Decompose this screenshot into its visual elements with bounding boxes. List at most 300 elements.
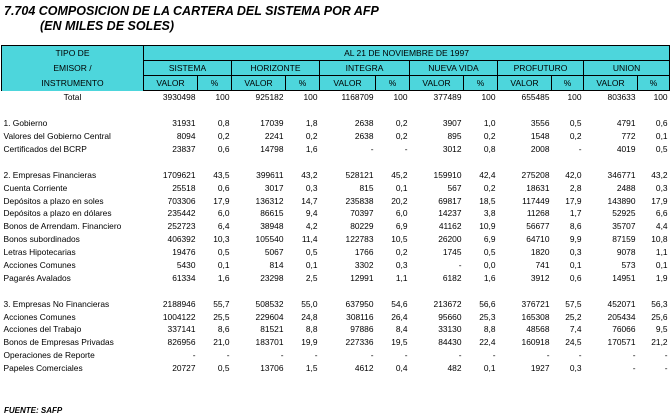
cell-pct (198, 284, 232, 297)
cell-valor: 815 (359, 182, 374, 193)
cell-valor: 573 (621, 260, 636, 271)
cell-valor: 377489 (433, 92, 462, 103)
cell-valor: 3930498 (162, 92, 196, 103)
cell-valor: 3912 (530, 272, 550, 283)
row-label: Cuenta Corriente (3, 182, 68, 193)
cell-valor: 33130 (438, 324, 462, 335)
cell-pct: 24,5 (565, 337, 582, 348)
cell-valor: 772 (621, 131, 636, 142)
row-label: 3. Empresas No Financieras (3, 298, 110, 309)
table-row (2, 220, 670, 233)
header-pct: % (552, 76, 584, 91)
cell-pct: 6,4 (217, 221, 230, 232)
cell-pct: 25,3 (479, 311, 496, 322)
cell-valor: 346771 (607, 169, 636, 180)
row-label: Total (63, 92, 82, 103)
cell-valor: 252723 (167, 221, 196, 232)
cell-valor: 741 (535, 260, 550, 271)
cell-pct (376, 155, 410, 168)
cell-valor: 655485 (521, 92, 550, 103)
cell-pct: 100 (481, 92, 496, 103)
cell-pct: 57,5 (565, 298, 582, 309)
header-afp: SISTEMA (144, 61, 232, 76)
cell-valor: 406392 (167, 234, 196, 245)
cell-pct: 0,8 (217, 118, 230, 129)
cell-pct (552, 155, 584, 168)
cell-pct: 26,4 (391, 311, 408, 322)
cell-valor: 86615 (260, 208, 284, 219)
cell-valor: 1745 (442, 247, 462, 258)
cell-valor: - (280, 350, 284, 361)
cell-valor: 567 (447, 182, 462, 193)
cell-pct: 1,1 (655, 247, 668, 258)
cell-valor: 5430 (176, 260, 196, 271)
cell-pct: 10,3 (213, 234, 230, 245)
cell-valor: 170571 (607, 337, 636, 348)
cell-valor (232, 104, 286, 117)
table-row (2, 233, 670, 246)
cell-valor: 35707 (612, 221, 636, 232)
table-row (2, 104, 670, 117)
table-row (2, 168, 670, 181)
cell-pct: 10,5 (391, 234, 408, 245)
cell-pct: 100 (393, 92, 408, 103)
cell-valor: 17039 (260, 118, 284, 129)
table-row (2, 207, 670, 220)
cell-pct (376, 104, 410, 117)
table-row (2, 284, 670, 297)
cell-valor: 1168709 (341, 92, 374, 103)
cell-pct: 0,6 (569, 272, 582, 283)
cell-valor: 23837 (172, 144, 196, 154)
header-valor: VALOR (232, 76, 286, 91)
cell-valor: 205434 (607, 311, 636, 322)
page-title: 7.704 COMPOSICION DE LA CARTERA DEL SISTEMA POR AFP (4, 4, 379, 18)
row-label: Depósitos a plazo en dólares (3, 208, 112, 219)
header-afp: NUEVA VIDA (410, 61, 498, 76)
cell-valor: 1820 (530, 247, 550, 258)
row-label: Operaciones de Reporte (3, 350, 95, 361)
row-label: 2. Empresas Financieras (3, 169, 97, 180)
cell-valor: 52925 (612, 208, 636, 219)
cell-pct (376, 284, 410, 297)
cell-valor: 229604 (255, 311, 284, 322)
cell-valor: 814 (269, 260, 284, 271)
cell-valor: 48568 (526, 324, 550, 335)
cell-valor: 2188946 (162, 298, 196, 309)
cell-valor: 143890 (607, 195, 636, 206)
table-row (2, 246, 670, 259)
cell-pct: 42,0 (565, 169, 582, 180)
cell-pct: 17,9 (213, 195, 230, 206)
cell-pct: 0,1 (655, 131, 668, 142)
cell-pct: 25,2 (565, 311, 582, 322)
table-row (2, 130, 670, 143)
cell-pct (198, 104, 232, 117)
cell-valor: 18631 (526, 182, 550, 193)
source-note: FUENTE: SAFP (4, 406, 63, 415)
cell-valor: - (370, 144, 374, 154)
cell-pct: 0,6 (217, 182, 230, 193)
table-row (2, 271, 670, 284)
header-afp: HORIZONTE (232, 61, 320, 76)
cell-valor: 31931 (172, 118, 196, 129)
cell-valor: 508532 (255, 298, 284, 309)
cell-valor: 2638 (354, 131, 374, 142)
table-row (2, 310, 670, 323)
cell-pct: 19,5 (391, 337, 408, 348)
header-date: AL 21 DE NOVIEMBRE DE 1997 (144, 46, 670, 61)
cell-valor: 84430 (438, 337, 462, 348)
cell-pct (638, 284, 670, 297)
cell-pct (286, 284, 320, 297)
row-label (2, 284, 144, 297)
cell-pct (552, 104, 584, 117)
cell-pct: 7,4 (569, 324, 582, 335)
cell-pct: - (314, 350, 318, 361)
cell-pct: 0,2 (305, 131, 318, 142)
table-row (2, 259, 670, 272)
cell-pct: 4,4 (655, 221, 668, 232)
cell-valor (232, 284, 286, 297)
table-row (2, 155, 670, 168)
cell-pct: 0,1 (483, 363, 496, 374)
cell-valor: 87159 (612, 234, 636, 245)
cell-valor: 4791 (616, 118, 636, 129)
header-tipo-1: TIPO DE (2, 46, 144, 61)
cell-pct: 0,2 (395, 131, 408, 142)
cell-pct (638, 104, 670, 117)
cell-valor: 3556 (530, 118, 550, 129)
cell-pct: 6,0 (217, 208, 230, 219)
cell-pct: 21,2 (651, 337, 668, 348)
row-label: Bonos de Empresas Privadas (3, 337, 114, 348)
row-label: Pagarés Avalados (3, 272, 71, 283)
cell-pct: 54,6 (391, 298, 408, 309)
cell-pct: 25,5 (213, 311, 230, 322)
cell-pct: 0,8 (483, 144, 496, 154)
cell-pct: 0,4 (395, 363, 408, 374)
cell-pct: 0,3 (305, 182, 318, 193)
cell-valor: 41162 (438, 221, 462, 232)
table-row (2, 297, 670, 310)
row-label: Acciones Comunes (3, 311, 76, 322)
cell-valor: 2241 (264, 131, 284, 142)
table-header (2, 46, 670, 91)
cell-pct: 9,9 (569, 234, 582, 245)
cell-valor: 399611 (256, 169, 284, 180)
cell-pct: - (578, 350, 582, 361)
cell-pct: 1,6 (305, 144, 318, 154)
cell-valor: 637950 (345, 298, 374, 309)
cell-valor: 26200 (438, 234, 462, 245)
cell-pct: 56,3 (651, 298, 668, 309)
cell-pct: - (664, 350, 668, 361)
table-row (2, 349, 670, 362)
cell-valor: 5067 (264, 247, 284, 258)
cell-pct: 0,3 (395, 260, 408, 271)
cell-pct: 0,5 (217, 247, 230, 258)
cell-pct: 4,2 (305, 221, 318, 232)
header-afp: INTEGRA (320, 61, 410, 76)
cell-valor: 452071 (607, 298, 636, 309)
cell-valor: 895 (447, 131, 462, 142)
cell-valor (144, 155, 198, 168)
cell-valor: 826956 (167, 337, 196, 348)
cell-valor: 1766 (354, 247, 374, 258)
cell-pct: 6,9 (483, 234, 496, 245)
cell-pct: 18,5 (479, 195, 496, 206)
cell-valor (584, 155, 638, 168)
cell-valor: 13706 (260, 363, 284, 374)
cell-valor: 703306 (167, 195, 196, 206)
cell-pct: 9,4 (305, 208, 318, 219)
cell-pct: 8,6 (217, 324, 230, 335)
cell-pct: 6,6 (655, 208, 668, 219)
cell-pct: 43,2 (301, 169, 318, 180)
cell-valor: 19476 (172, 247, 196, 258)
cell-valor: 528121 (345, 169, 374, 180)
cell-valor: 69817 (438, 195, 462, 206)
cell-pct: 0,1 (569, 260, 582, 271)
row-label: Valores del Gobierno Central (3, 131, 111, 142)
cell-valor: 2488 (616, 182, 636, 193)
cell-valor: 81521 (260, 324, 284, 335)
cell-valor: 14798 (260, 144, 284, 154)
row-label: Papeles Comerciales (3, 363, 83, 374)
header-pct: % (376, 76, 410, 91)
header-afp: UNION (584, 61, 670, 76)
cell-valor: 117449 (522, 195, 550, 206)
cell-pct: 0,3 (655, 182, 668, 193)
cell-pct: 0,5 (217, 363, 230, 374)
cell-pct: 0,5 (305, 247, 318, 258)
cell-valor: 235838 (345, 195, 374, 206)
cell-pct: 100 (567, 92, 582, 103)
cell-valor: 213672 (433, 298, 462, 309)
cell-valor: 275208 (521, 169, 550, 180)
row-label: Bonos de Arrendam. Financiero (3, 221, 122, 232)
cell-pct: 0,2 (395, 247, 408, 258)
cell-valor: 1927 (530, 363, 550, 374)
cell-pct (198, 155, 232, 168)
header-pct: % (464, 76, 498, 91)
cell-valor: 159910 (433, 169, 462, 180)
cell-valor: 105540 (255, 234, 284, 245)
cell-valor: 97886 (350, 324, 374, 335)
header-tipo-3: INSTRUMENTO (2, 76, 144, 91)
cell-pct: 0,3 (569, 363, 582, 374)
cell-valor (584, 284, 638, 297)
cell-valor: 20727 (172, 363, 196, 374)
cell-valor: 3017 (264, 182, 284, 193)
cell-pct: - (664, 363, 668, 374)
portfolio-table (1, 45, 670, 375)
header-valor: VALOR (584, 76, 638, 91)
row-label: Acciones Comunes (3, 260, 76, 271)
cell-valor (320, 284, 376, 297)
table-row (2, 194, 670, 207)
cell-pct: 0,6 (217, 144, 230, 154)
cell-pct: 24,8 (301, 311, 318, 322)
cell-pct: 3,8 (483, 208, 496, 219)
cell-valor (144, 104, 198, 117)
cell-pct: 8,4 (395, 324, 408, 335)
cell-valor: 925182 (255, 92, 284, 103)
cell-valor (410, 284, 464, 297)
cell-valor: 11268 (526, 208, 550, 219)
cell-pct (464, 284, 498, 297)
cell-pct (286, 155, 320, 168)
cell-pct: 2,5 (305, 272, 318, 283)
cell-valor: 56677 (526, 221, 550, 232)
cell-pct: 11,4 (301, 234, 318, 245)
cell-pct: 8,8 (483, 324, 496, 335)
cell-valor: 803633 (607, 92, 636, 103)
cell-valor: - (458, 260, 462, 271)
cell-pct: 55,7 (213, 298, 230, 309)
cell-pct: 14,7 (301, 195, 318, 206)
cell-pct: 0,3 (569, 247, 582, 258)
cell-pct: - (404, 350, 408, 361)
cell-valor: - (546, 350, 550, 361)
cell-valor: 227336 (345, 337, 374, 348)
header-pct: % (638, 76, 670, 91)
cell-valor: 14237 (438, 208, 462, 219)
cell-valor: - (632, 350, 636, 361)
table-row (2, 181, 670, 194)
cell-valor (144, 284, 198, 297)
table-row (2, 323, 670, 336)
cell-valor: 337141 (167, 324, 196, 335)
cell-pct: 1,6 (483, 272, 496, 283)
cell-valor (498, 104, 552, 117)
header-afp: PROFUTURO (498, 61, 584, 76)
cell-valor: 165308 (521, 311, 550, 322)
header-pct: % (198, 76, 232, 91)
cell-valor: - (458, 350, 462, 361)
header-valor: VALOR (410, 76, 464, 91)
cell-pct: 100 (215, 92, 230, 103)
cell-pct: 17,9 (651, 195, 668, 206)
cell-valor: 183701 (255, 337, 284, 348)
cell-pct: 20,2 (391, 195, 408, 206)
cell-valor: 160918 (521, 337, 550, 348)
cell-pct: - (578, 144, 582, 154)
cell-valor: - (192, 350, 196, 361)
cell-pct: 55,0 (301, 298, 318, 309)
cell-pct: 0,5 (569, 118, 582, 129)
cell-valor: 38948 (260, 221, 284, 232)
cell-valor: 376721 (521, 298, 550, 309)
cell-pct: - (404, 144, 408, 154)
row-label: Letras Hipotecarias (3, 247, 76, 258)
cell-valor: 308116 (346, 311, 374, 322)
cell-pct: 8,8 (305, 324, 318, 335)
cell-valor (498, 155, 552, 168)
cell-valor: 3302 (354, 260, 374, 271)
cell-pct: 0,5 (483, 247, 496, 258)
row-label: Acciones del Trabajo (3, 324, 82, 335)
cell-pct: 0,1 (217, 260, 230, 271)
cell-valor: 1004122 (162, 311, 196, 322)
cell-valor: 25518 (172, 182, 196, 193)
cell-valor: 12991 (350, 272, 374, 283)
cell-pct (638, 155, 670, 168)
cell-pct: 100 (303, 92, 318, 103)
cell-valor (410, 104, 464, 117)
cell-pct (552, 284, 584, 297)
cell-pct: 0,2 (569, 131, 582, 142)
cell-valor: 2638 (354, 118, 374, 129)
cell-pct: 1,1 (395, 272, 408, 283)
cell-pct: 0,1 (655, 260, 668, 271)
cell-valor (320, 155, 376, 168)
row-label: Certificados del BCRP (3, 144, 87, 154)
cell-pct: 0,2 (483, 182, 496, 193)
row-label (2, 104, 144, 117)
cell-pct: 43,5 (213, 169, 230, 180)
cell-valor: 14951 (612, 272, 636, 283)
cell-pct: 0,2 (395, 118, 408, 129)
cell-pct: 10,9 (479, 221, 496, 232)
cell-pct: 10,8 (651, 234, 668, 245)
cell-pct: 1,0 (483, 118, 496, 129)
cell-valor: 482 (447, 363, 462, 374)
cell-valor (320, 104, 376, 117)
cell-valor: 3012 (442, 144, 462, 154)
row-label (2, 155, 144, 168)
cell-valor: 2008 (530, 144, 550, 154)
row-label: Bonos subordinados (3, 234, 80, 245)
page-subtitle: (EN MILES DE SOLES) (40, 19, 175, 33)
cell-pct (286, 104, 320, 117)
cell-pct (464, 155, 498, 168)
cell-pct: 56,6 (479, 298, 496, 309)
cell-valor: 6182 (442, 272, 462, 283)
cell-pct: 6,0 (395, 208, 408, 219)
cell-valor: - (370, 350, 374, 361)
cell-pct: - (226, 350, 230, 361)
header-valor: VALOR (320, 76, 376, 91)
cell-valor: 1709621 (162, 169, 196, 180)
cell-pct: 100 (653, 92, 668, 103)
cell-valor: 235442 (167, 208, 196, 219)
cell-valor (498, 284, 552, 297)
cell-valor: 4019 (616, 144, 636, 154)
cell-pct: 21,0 (213, 337, 230, 348)
cell-pct (464, 104, 498, 117)
header-valor: VALOR (498, 76, 552, 91)
table-row (2, 362, 670, 375)
cell-pct: 42,4 (479, 169, 496, 180)
header-valor: VALOR (144, 76, 198, 91)
cell-pct: 1,5 (305, 363, 318, 374)
cell-pct: 17,9 (565, 195, 582, 206)
cell-valor (410, 155, 464, 168)
header-pct: % (286, 76, 320, 91)
cell-valor: 4612 (354, 363, 374, 374)
cell-pct: 0,2 (217, 131, 230, 142)
cell-pct: 0,1 (305, 260, 318, 271)
row-label: Depósitos a plazo en soles (3, 195, 104, 206)
cell-valor: 64710 (526, 234, 550, 245)
cell-valor (232, 155, 286, 168)
table-row (2, 117, 670, 130)
cell-pct: 2,8 (569, 182, 582, 193)
cell-pct: 25,6 (651, 311, 668, 322)
cell-valor: 136312 (255, 195, 284, 206)
